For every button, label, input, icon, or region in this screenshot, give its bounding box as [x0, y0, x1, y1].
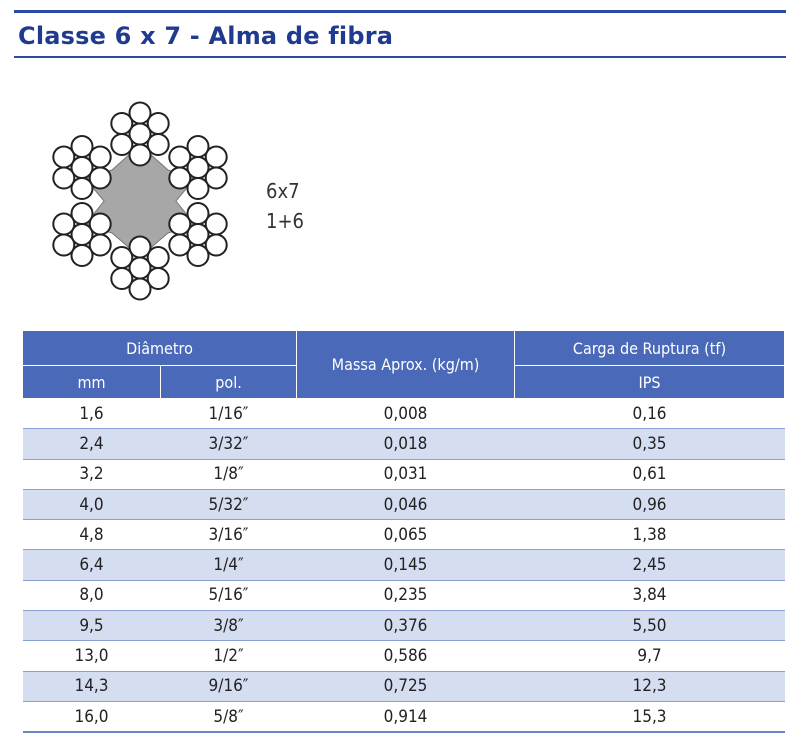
cell-ips: 0,61 [515, 459, 785, 489]
strand [111, 237, 168, 300]
cell-massa: 0,235 [297, 580, 515, 610]
cell-pol: 1/2″ [161, 641, 297, 671]
cell-massa: 0,018 [297, 429, 515, 459]
header-pol: pol. [161, 366, 297, 399]
cell-ips: 3,84 [515, 580, 785, 610]
strand-wire [148, 113, 169, 134]
cell-ips: 15,3 [515, 701, 785, 732]
cell-massa: 0,725 [297, 671, 515, 701]
strand-wire [53, 168, 74, 189]
cell-ips: 2,45 [515, 550, 785, 580]
rope-spec-table [22, 330, 785, 733]
header-massa: Massa Aprox. (kg/m) [297, 331, 515, 399]
cell-mm: 13,0 [23, 641, 161, 671]
table-row [23, 550, 785, 580]
cell-pol: 5/16″ [161, 580, 297, 610]
cell-mm: 1,6 [23, 399, 161, 429]
table-row [23, 671, 785, 701]
cell-pol: 5/8″ [161, 701, 297, 732]
header-carga: Carga de Ruptura (tf) [515, 331, 785, 366]
header-diametro: Diâmetro [23, 331, 297, 366]
strand-wire [111, 268, 132, 289]
cell-pol: 5/32″ [161, 489, 297, 519]
table-row [23, 399, 785, 429]
table-row [23, 611, 785, 641]
strand [111, 103, 168, 166]
cell-mm: 4,0 [23, 489, 161, 519]
table-body [23, 399, 785, 733]
strand-wire [90, 214, 111, 235]
strand-wire [53, 235, 74, 256]
cell-massa: 0,376 [297, 611, 515, 641]
cell-mm: 8,0 [23, 580, 161, 610]
strand-wire [90, 147, 111, 168]
cell-mm: 14,3 [23, 671, 161, 701]
strand-wire [169, 168, 190, 189]
cell-massa: 0,145 [297, 550, 515, 580]
table-row [23, 520, 785, 550]
table-row [23, 459, 785, 489]
strand-wire [148, 247, 169, 268]
construction-line-1: 6x7 [266, 179, 300, 203]
cell-pol: 1/4″ [161, 550, 297, 580]
cell-pol: 9/16″ [161, 671, 297, 701]
cell-ips: 9,7 [515, 641, 785, 671]
header-ips: IPS [515, 366, 785, 399]
cell-ips: 1,38 [515, 520, 785, 550]
cell-ips: 12,3 [515, 671, 785, 701]
cell-massa: 0,046 [297, 489, 515, 519]
table-row [23, 489, 785, 519]
cell-massa: 0,914 [297, 701, 515, 732]
table-row [23, 580, 785, 610]
top-rule [14, 10, 786, 13]
title-underline [14, 56, 786, 58]
cell-mm: 9,5 [23, 611, 161, 641]
rope-cross-section-diagram [40, 95, 240, 307]
cell-ips: 0,35 [515, 429, 785, 459]
strand-wire [169, 235, 190, 256]
strand-wire [206, 147, 227, 168]
cell-pol: 3/16″ [161, 520, 297, 550]
cell-massa: 0,586 [297, 641, 515, 671]
cell-ips: 0,96 [515, 489, 785, 519]
strand-wire [111, 134, 132, 155]
table-row [23, 429, 785, 459]
cell-mm: 2,4 [23, 429, 161, 459]
cell-ips: 0,16 [515, 399, 785, 429]
table-row [23, 701, 785, 732]
cell-pol: 1/8″ [161, 459, 297, 489]
table-row [23, 641, 785, 671]
construction-spec [266, 176, 304, 236]
page-title: Classe 6 x 7 - Alma de fibra [18, 22, 394, 50]
header-mm: mm [23, 366, 161, 399]
cell-ips: 5,50 [515, 611, 785, 641]
cell-massa: 0,031 [297, 459, 515, 489]
cell-massa: 0,065 [297, 520, 515, 550]
cell-mm: 6,4 [23, 550, 161, 580]
cell-mm: 16,0 [23, 701, 161, 732]
cell-mm: 4,8 [23, 520, 161, 550]
cell-pol: 3/8″ [161, 611, 297, 641]
cell-mm: 3,2 [23, 459, 161, 489]
construction-line-2: 1+6 [266, 209, 304, 233]
cell-massa: 0,008 [297, 399, 515, 429]
cell-pol: 1/16″ [161, 399, 297, 429]
cell-pol: 3/32″ [161, 429, 297, 459]
strand-wire [206, 214, 227, 235]
